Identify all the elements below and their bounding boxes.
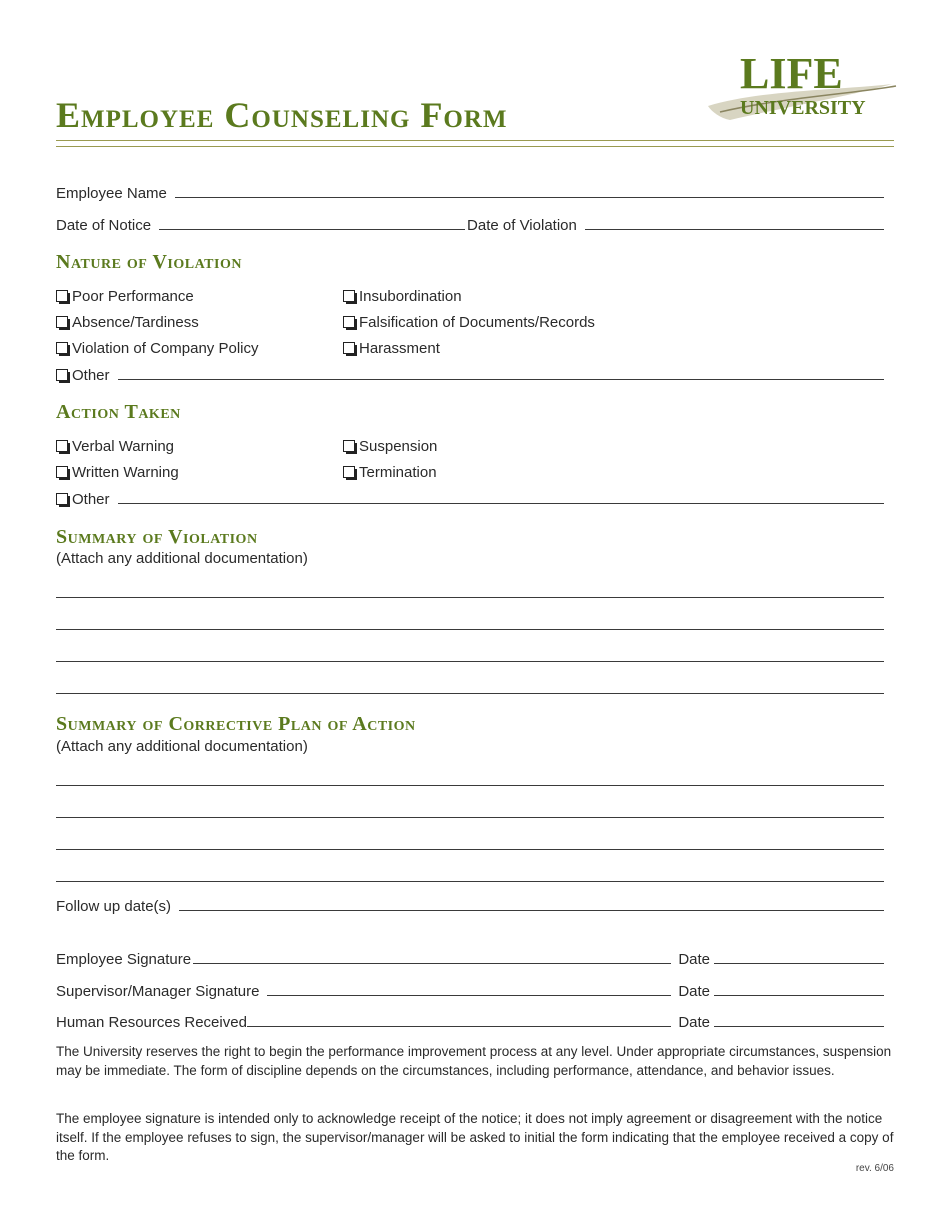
- revision-label: rev. 6/06: [855, 1163, 894, 1174]
- checkbox-icon: [56, 290, 68, 302]
- checkbox-verbal-warning[interactable]: Verbal Warning: [56, 436, 174, 456]
- header-rule-bottom: [56, 146, 894, 147]
- violation-other-field[interactable]: [118, 379, 884, 380]
- checkbox-harassment[interactable]: Harassment: [343, 338, 440, 358]
- employee-name-label: Employee Name: [56, 185, 167, 202]
- nature-of-violation-heading: Nature of Violation: [56, 251, 242, 273]
- action-other-row: [56, 488, 884, 508]
- date-of-notice-field[interactable]: [159, 229, 465, 230]
- followup-label: Follow up date(s): [56, 898, 172, 915]
- footer-paragraph-1: The University reserves the right to begin the performance improvement process at any level. Under appropriate circumstances, suspension may be immediate. The form of discipline depends on the circumstances, including performance, attendance, and behavior issues.: [56, 1044, 892, 1078]
- checkbox-absence-tardiness[interactable]: Absence/Tardiness: [56, 312, 199, 332]
- hr-received-date-field[interactable]: [714, 1026, 884, 1027]
- action-taken-heading: Action Taken: [56, 401, 181, 423]
- summary-violation-note: (Attach any additional documentation): [56, 550, 308, 567]
- employee-name-field[interactable]: [175, 197, 884, 198]
- checkbox-icon: [56, 342, 68, 354]
- summary-violation-line[interactable]: [56, 597, 884, 598]
- logo-word-university: UNIVERSITY: [740, 97, 866, 119]
- date-of-violation-label: Date of Violation: [467, 217, 577, 234]
- employee-signature-row: [56, 946, 884, 968]
- employee-signature-date-field[interactable]: [714, 963, 884, 964]
- date-of-violation-field[interactable]: [585, 229, 884, 230]
- checkbox-icon: [343, 466, 355, 478]
- checkbox-written-warning[interactable]: Written Warning: [56, 462, 179, 482]
- checkbox-termination[interactable]: Termination: [343, 462, 437, 482]
- employee-signature-field[interactable]: [193, 963, 671, 964]
- violation-other-label: Other: [72, 367, 110, 384]
- summary-violation-line[interactable]: [56, 661, 884, 662]
- checkbox-falsification[interactable]: Falsification of Documents/Records: [343, 312, 595, 332]
- checkbox-icon: [343, 316, 355, 328]
- hr-received-row: [56, 1009, 884, 1031]
- dates-row: [56, 212, 884, 234]
- date-label: Date: [678, 951, 710, 968]
- corrective-plan-line[interactable]: [56, 849, 884, 850]
- logo-word-life: LIFE: [740, 50, 843, 98]
- followup-row: [56, 893, 884, 915]
- corrective-plan-line[interactable]: [56, 785, 884, 786]
- followup-field[interactable]: [179, 910, 884, 911]
- checkbox-icon[interactable]: [56, 493, 68, 505]
- action-other-label: Other: [72, 491, 110, 508]
- checkbox-poor-performance[interactable]: Poor Performance: [56, 286, 194, 306]
- hr-received-label: Human Resources Received: [56, 1014, 247, 1031]
- corrective-plan-line[interactable]: [56, 817, 884, 818]
- employee-signature-label: Employee Signature: [56, 951, 192, 968]
- checkbox-icon: [343, 290, 355, 302]
- checkbox-icon: [56, 440, 68, 452]
- checkbox-insubordination[interactable]: Insubordination: [343, 286, 462, 306]
- action-other-field[interactable]: [118, 503, 884, 504]
- checkbox-icon: [56, 316, 68, 328]
- summary-violation-line[interactable]: [56, 629, 884, 630]
- life-university-logo: [700, 50, 900, 128]
- checkbox-company-policy[interactable]: Violation of Company Policy: [56, 338, 259, 358]
- employee-name-row: [56, 180, 884, 202]
- date-label: Date: [678, 1014, 710, 1031]
- supervisor-signature-date-field[interactable]: [714, 995, 884, 996]
- summary-violation-heading: Summary of Violation: [56, 526, 258, 548]
- footer-paragraph-2: The employee signature is intended only to acknowledge receipt of the notice; it does not imply agreement or disagreement with the notice itself. If the employee refuses to sign, the supervisor/manager will be asked to initial the form indicating that the employee received a copy of the form.: [56, 1111, 894, 1163]
- checkbox-icon[interactable]: [56, 369, 68, 381]
- corrective-plan-heading: Summary of Corrective Plan of Action: [56, 713, 416, 735]
- header-rule-top: [56, 140, 894, 141]
- supervisor-signature-field[interactable]: [267, 995, 671, 996]
- date-of-notice-label: Date of Notice: [56, 217, 152, 234]
- checkbox-icon: [343, 440, 355, 452]
- date-label: Date: [678, 983, 710, 1000]
- summary-violation-line[interactable]: [56, 693, 884, 694]
- hr-received-field[interactable]: [247, 1026, 671, 1027]
- corrective-plan-note: (Attach any additional documentation): [56, 738, 308, 755]
- supervisor-signature-row: [56, 978, 884, 1000]
- violation-other-row: [56, 364, 884, 384]
- corrective-plan-line[interactable]: [56, 881, 884, 882]
- supervisor-signature-label: Supervisor/Manager Signature: [56, 983, 260, 1000]
- checkbox-icon: [56, 466, 68, 478]
- checkbox-suspension[interactable]: Suspension: [343, 436, 437, 456]
- page-title: Employee Counseling Form: [56, 95, 508, 135]
- checkbox-icon: [343, 342, 355, 354]
